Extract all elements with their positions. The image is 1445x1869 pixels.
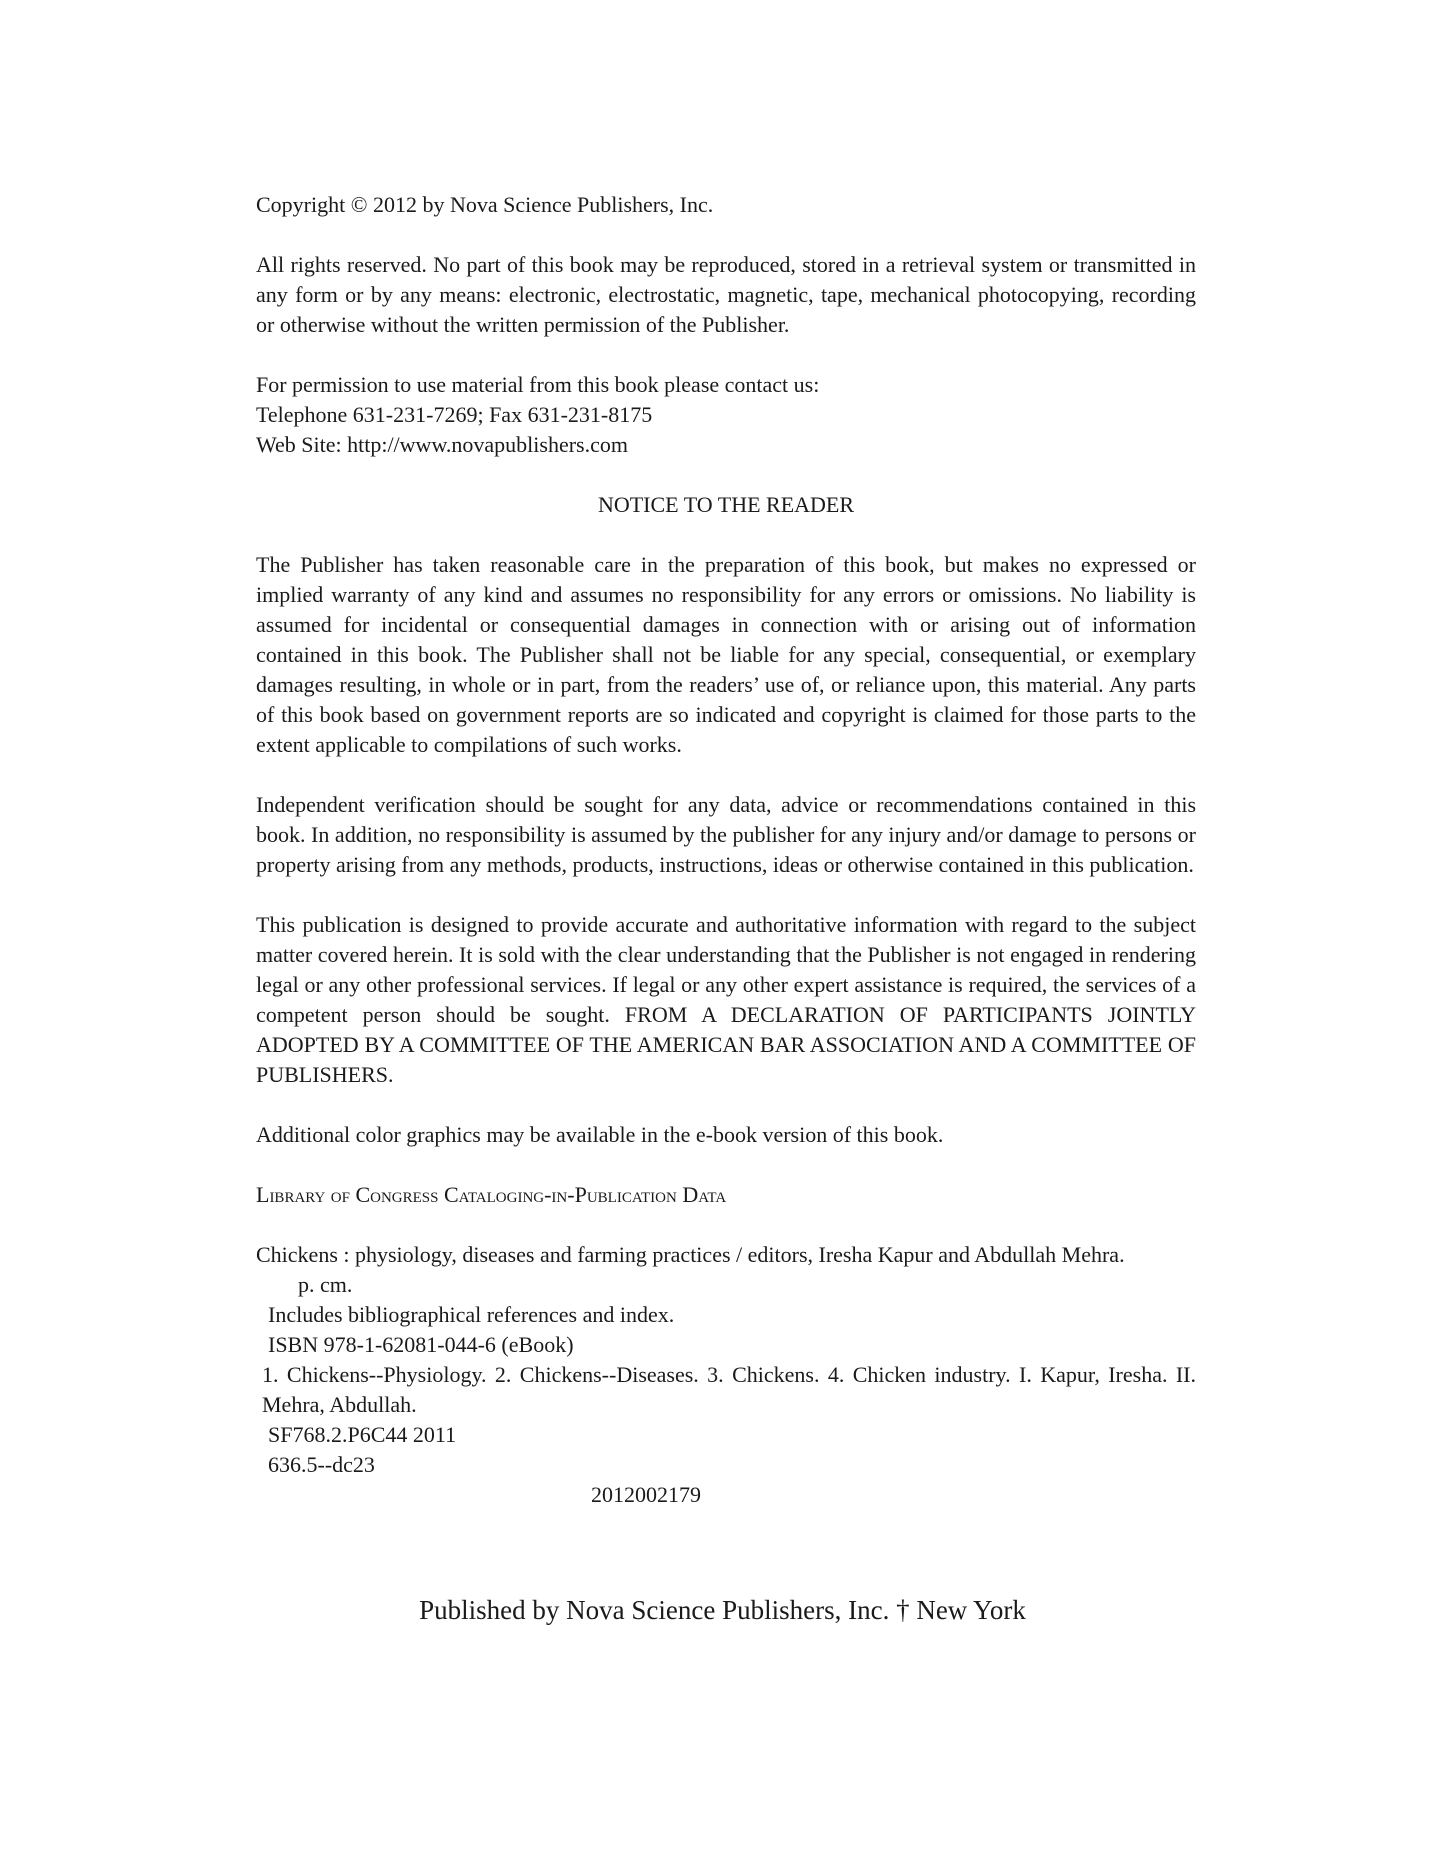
cip-bibliography: Includes bibliographical references and index.	[268, 1302, 675, 1327]
notice-paragraph-4: Additional color graphics may be available in the e-book version of this book.	[256, 1122, 944, 1147]
cip-dewey: 636.5--dc23	[268, 1452, 375, 1477]
notice-paragraph-1: The Publisher has taken reasonable care in the preparation of this book, but makes no expressed or implied warranty of any kind and assumes no responsibility for any errors or omissions. No liability is assumed for incidental or consequential damages in connection with or arising out of information contained in this book. The Publisher shall not be liable for any special, consequential, or exemplary damages resulting, in whole or in part, from the readers’ use of, or reliance upon, this material. Any parts of this book based on government reports are so indicated and copyright is claimed for those parts to the extent applicable to compilations of such works.	[256, 552, 1196, 757]
cip-heading: Library of Congress Cataloging-in-Publication Data	[256, 1182, 727, 1207]
cip-subjects: 1. Chickens--Physiology. 2. Chickens--Diseases. 3. Chickens. 4. Chicken industry. I. Kapur, Iresha. II. Mehra, Abdullah.	[262, 1362, 1196, 1417]
cip-classification: SF768.2.P6C44 2011	[268, 1422, 457, 1447]
copyright-line: Copyright © 2012 by Nova Science Publishers, Inc.	[256, 192, 714, 217]
cip-title-line: Chickens : physiology, diseases and farming practices / editors, Iresha Kapur and Abdullah Mehra.	[256, 1242, 1125, 1267]
contact-telephone: Telephone 631-231-7269; Fax 631-231-8175	[256, 402, 653, 427]
cip-pcm: p. cm.	[298, 1272, 353, 1297]
contact-intro: For permission to use material from this book please contact us:	[256, 372, 820, 397]
published-by-line: Published by Nova Science Publishers, Inc. † New York	[419, 1595, 1026, 1625]
rights-paragraph: All rights reserved. No part of this book may be reproduced, stored in a retrieval system or transmitted in any form or by any means: electronic, electrostatic, magnetic, tape, mechanical photocopying, recording or otherwise without the written permission of the Publisher.	[256, 252, 1196, 337]
cip-record	[256, 1240, 1196, 1510]
cip-lccn: 2012002179	[591, 1482, 701, 1507]
copyright-page	[256, 190, 1196, 1510]
notice-paragraph-3: This publication is designed to provide accurate and authoritative information with regard to the subject matter covered herein. It is sold with the clear understanding that the Publisher is not engaged in rendering legal or any other professional services. If legal or any other expert assistance is required, the services of a competent person should be sought. FROM A DECLARATION OF PARTICIPANTS JOINTLY ADOPTED BY A COMMITTEE OF THE AMERICAN BAR ASSOCIATION AND A COMMITTEE OF PUBLISHERS.	[256, 912, 1196, 1087]
notice-paragraph-2: Independent verification should be sought for any data, advice or recommendations contained in this book. In addition, no responsibility is assumed by the publisher for any injury and/or damage to persons or property arising from any methods, products, instructions, ideas or otherwise contained in this publication.	[256, 792, 1196, 877]
contact-website: Web Site: http://www.novapublishers.com	[256, 432, 628, 457]
contact-block	[256, 370, 1196, 460]
notice-title: NOTICE TO THE READER	[597, 492, 855, 517]
cip-isbn: ISBN 978-1-62081-044-6 (eBook)	[268, 1332, 574, 1357]
